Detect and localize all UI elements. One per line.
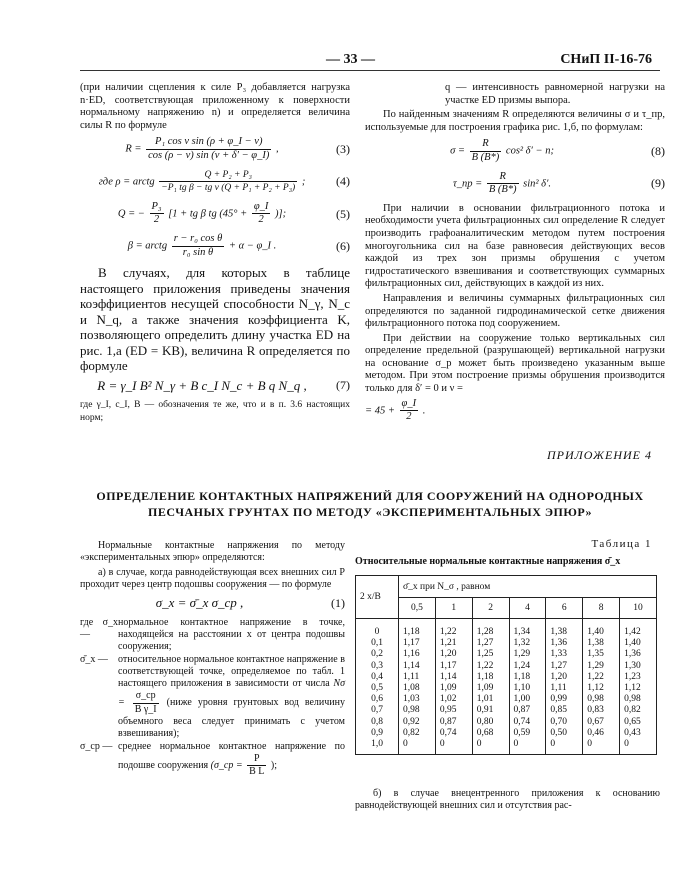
table-cell: 1,24	[513, 660, 531, 671]
table-data-column	[546, 619, 583, 755]
table-cell: 1,00	[513, 694, 531, 705]
table-col-header: 4	[509, 598, 546, 619]
table-cell: 0,82	[403, 727, 420, 738]
paragraph: При наличии в основании фильтрационного потока и необходимости учета фильтрационных сил определение R следует производить графоаналитическим методом путем построения многоугольника сил на базе равновесия действующих весов каждой из трех зон призмы обрушения с учетом гидростатического взвешивания и соответствующих суммарных фильтрационных сил, действующих в каждой из них.	[365, 202, 665, 290]
table-cell: 1,28	[476, 627, 494, 637]
table-cell: 1,09	[439, 683, 457, 694]
paragraph: Направления и величины суммарных фильтрационных сил определяются по заданной гидродинамической сетке движения фильтрационного потока под сооружением.	[365, 292, 665, 330]
table-data-column	[399, 619, 436, 755]
table-cell: 1,0	[371, 739, 383, 750]
table-x-column	[356, 619, 399, 755]
table-cell: 0	[403, 739, 408, 750]
table-cell: 1,08	[403, 683, 420, 694]
table-cell: 1,42	[624, 627, 641, 637]
paragraph: По найденным значениям R определяются величины σ и τ_пр, используемые для построения графика рис. 1,б, по формулам:	[365, 109, 665, 133]
page-header	[0, 52, 700, 72]
table-cell: 0,2	[371, 649, 383, 660]
table-cell: 0,87	[513, 705, 531, 716]
table-cell: 0,7	[371, 705, 383, 716]
paragraph: Нормальные контактные напряжения по методу «экспериментальных эпюр» определяются:	[80, 540, 345, 564]
table-cell: 1,34	[513, 627, 531, 637]
table-cell: 0,95	[439, 705, 457, 716]
table-colgroup: σ̄_x при N_σ , равном	[399, 576, 657, 598]
table-cell: 0,91	[476, 705, 494, 716]
table-cell: 1,29	[513, 649, 531, 660]
table-cell: 0,6	[371, 694, 383, 705]
table-cell: 0	[439, 739, 445, 750]
equation-9: τ_пр = $\frac{R}{B (B*)}$ sin² δ′. (9)	[452, 170, 665, 196]
definition-sigma-bar-x: σ̄_x — относительное нормальное контактное напряжение в соответствующей точке, определяемое по табл. 1 настоящего приложения в зависимости от числа Nσ = $\frac{\sigma\_ср}{\text{B γ\_I}}$ (ниже уровня грунтовых вод величину объемного веса следует принимать с учетом взвешивания);	[80, 653, 346, 740]
table-cell: 1,01	[476, 694, 494, 705]
table-cell: 1,16	[403, 649, 420, 660]
appendix-label: ПРИЛОЖЕНИЕ 4	[547, 448, 652, 462]
table-cell: 0,83	[587, 705, 604, 716]
table-cell: 0	[476, 739, 482, 750]
table-cell: 0,9	[371, 727, 383, 738]
header-rule	[80, 70, 660, 71]
table-cell: 1,12	[624, 683, 641, 694]
table-cell: 1,32	[513, 638, 531, 649]
table-cell: 0,1	[371, 638, 383, 649]
table-cell: 1,27	[476, 638, 494, 649]
table-data-column	[509, 619, 546, 755]
table-cell: 1,38	[587, 638, 604, 649]
page-number: — 33 —	[326, 52, 375, 67]
table-cell: 1,36	[624, 649, 641, 660]
table-caption: Таблица 1	[591, 538, 652, 550]
table-cell: 0,80	[476, 716, 494, 727]
table-col-header: 8	[583, 598, 620, 619]
definition-sigma-avg: σ_ср — среднее нормальное контактное напряжение по подошве сооружения (σ_ср = $\frac{P}{\text{B L}}$ );	[80, 740, 345, 778]
table-cell: 0,98	[587, 694, 604, 705]
table-cell: 1,18	[403, 627, 420, 637]
table-cell: 1,03	[403, 694, 420, 705]
table-cell: 1,17	[403, 638, 420, 649]
contact-stress-table	[355, 575, 657, 755]
table-cell: 0,50	[550, 727, 567, 738]
table-cell: 0,82	[624, 705, 641, 716]
paragraph: а) в случае, когда равнодействующая всех внешних сил P проходит через центр подошвы сооружения — по формуле	[80, 566, 345, 590]
table-title: Относительные нормальные контактные напряжения σ̄_x	[355, 556, 621, 567]
table-cell: 0,98	[403, 705, 420, 716]
table-cell: 0	[624, 739, 629, 750]
table-cell: 1,10	[513, 683, 531, 694]
table-col-header: 0,5	[399, 598, 436, 619]
table-cell: 1,23	[624, 671, 641, 682]
section-title: ОПРЕДЕЛЕНИЕ КОНТАКТНЫХ НАПРЯЖЕНИЙ ДЛЯ СООРУЖЕНИЙ НА ОДНОРОДНЫХ ПЕСЧАНЫХ ГРУНТАХ ПО МЕТОДУ «ЭКСПЕРИМЕНТАЛЬНЫХ ЭПЮР»	[96, 489, 644, 519]
table-cell: 0,4	[371, 671, 383, 682]
left-column-bottom	[80, 540, 345, 779]
table-cell: 0,87	[439, 716, 457, 727]
table-cell: 0,74	[439, 727, 457, 738]
table-cell: 1,11	[550, 683, 567, 694]
table-cell: 0,65	[624, 716, 641, 727]
table-cell: 1,38	[550, 627, 567, 637]
table-cell: 1,22	[587, 671, 604, 682]
table-data-column	[620, 619, 657, 755]
table-cell: 1,20	[439, 649, 457, 660]
table-cell: 1,18	[476, 671, 494, 682]
left-column-top	[80, 82, 350, 426]
table-col-header: 2	[472, 598, 509, 619]
equation-5: Q = − $\frac{\text{P₃}}{2}$ [1 + tg β tg (45° + $\frac{\varphi\_I}{2}$ )]; (5)	[117, 200, 350, 226]
table-cell: 0,59	[513, 727, 531, 738]
table-cell: 1,02	[439, 694, 457, 705]
right-column-top	[365, 82, 665, 424]
paragraph: (при наличии сцепления к силе P₃ добавляется нагрузка n·ED, соответствующая приложенному к поверхности нормальному напряжению n) и определяется величина силы R по формуле	[80, 82, 350, 131]
table-cell: 1,11	[403, 671, 420, 682]
document-code: СНиП II-16-76	[560, 52, 652, 67]
table-cell: 0,99	[550, 694, 567, 705]
equation-6: β = arctg $\frac{\text{r − r₀ cos θ}}{\text{r₀ sin θ}}$ + α − φ_I . (6)	[127, 232, 350, 258]
table-cell: 1,22	[476, 660, 494, 671]
table-cell: 1,14	[439, 671, 457, 682]
table-cell: 0,68	[476, 727, 494, 738]
table-cell: 0,8	[371, 716, 383, 727]
paragraph: При действии на сооружение только вертикальных сил определение предельной (разрушающей) вертикальной нагрузки на основание σ_р может быть произведено указанным выше методом. При этом построение призмы обрушения производится только для δ′ = 0 и ν =	[365, 332, 665, 395]
right-column-bottom	[355, 788, 660, 815]
table-cell: 0,98	[624, 694, 641, 705]
table-rowhead: 2 x/B	[356, 576, 399, 619]
table-cell: 0,43	[624, 727, 641, 738]
table-data-column	[472, 619, 509, 755]
paragraph: б) в случае внецентренного приложения к основанию равнодействующей внешних сил и отсутствия рас-	[355, 788, 660, 812]
table-cell: 1,09	[476, 683, 494, 694]
table-cell: 0,92	[403, 716, 420, 727]
table-col-header: 10	[620, 598, 657, 619]
table-cell: 1,36	[550, 638, 567, 649]
table-cell: 1,29	[587, 660, 604, 671]
table-cell: 0,70	[550, 716, 567, 727]
equation-1: σ_x = σ̄_x σ_ср , (1)	[155, 595, 345, 611]
table-col-header: 6	[546, 598, 583, 619]
table-cell: 1,17	[439, 660, 457, 671]
table-cell: 1,12	[587, 683, 604, 694]
table-cell: 1,20	[550, 671, 567, 682]
definition-sigma-x: где σ_x — нормальное контактное напряжение в точке, находящейся на расстоянии x от центра подошвы сооружения;	[80, 616, 345, 653]
table-cell: 1,18	[513, 671, 531, 682]
equation-3: R = $\frac{\text{P₁ cos ν sin (ρ + φ\_I − ν)}}{\cos (\rho - \nu) \sin (\nu + \delta' - \varphi\_I)}$ , (3)	[125, 136, 350, 161]
table-col-header: 1	[435, 598, 472, 619]
table-cell: 0,46	[587, 727, 604, 738]
table-cell: 0,5	[371, 683, 383, 694]
table-cell: 1,30	[624, 660, 641, 671]
table-cell: 0	[513, 739, 519, 750]
equation-7: R = γ_I B² N_γ + B c_I N_c + B q N_q , (7)	[97, 377, 350, 393]
table-cell: 1,40	[624, 638, 641, 649]
table-cell: 0	[550, 739, 556, 750]
paragraph: где γ_I, c_I, B — обозначения те же, что и в п. 3.6 настоящих норм;	[80, 400, 350, 423]
table-cell: 0	[587, 739, 592, 750]
paragraph: В случаях, для которых в таблице настоящего приложения приведены значения коэффициентов несущей способности N_γ, N_c и N_q, а также значения коэффициента K, позволяющего определить длину участка ED на рис. 1,а (ED = KB), величина R определяется по формуле	[80, 265, 350, 374]
table-cell: 1,22	[439, 627, 457, 637]
table-cell: 0,67	[587, 716, 604, 727]
table-data-column	[583, 619, 620, 755]
table-data-column	[435, 619, 472, 755]
table-cell: 1,35	[587, 649, 604, 660]
table-cell: 1,25	[476, 649, 494, 660]
table-cell: 1,21	[439, 638, 457, 649]
paragraph: q — интенсивность равномерной нагрузки на участке ED призмы выпора.	[445, 82, 665, 106]
table-cell: 0	[374, 627, 380, 637]
table-cell: 1,33	[550, 649, 567, 660]
table-cell: 0,74	[513, 716, 531, 727]
table-cell: 1,40	[587, 627, 604, 637]
table-cell: 0,3	[371, 660, 383, 671]
inline-formula: = 45 + $\frac{\varphi\_I}{2}$ .	[365, 397, 426, 423]
table-cell: 1,14	[403, 660, 420, 671]
equation-4: где ρ = arctg $\frac{\text{Q + P₂ + P₃}}{\text{−P₁ tg β − tg ν (Q + P₁ + P₂ + P₃)}}$ ; (4)	[98, 169, 350, 194]
table-cell: 1,27	[550, 660, 567, 671]
equation-8: σ = $\frac{R}{B (B*)}$ cos² δ′ − n; (8)	[450, 138, 665, 163]
table-cell: 0,85	[550, 705, 567, 716]
